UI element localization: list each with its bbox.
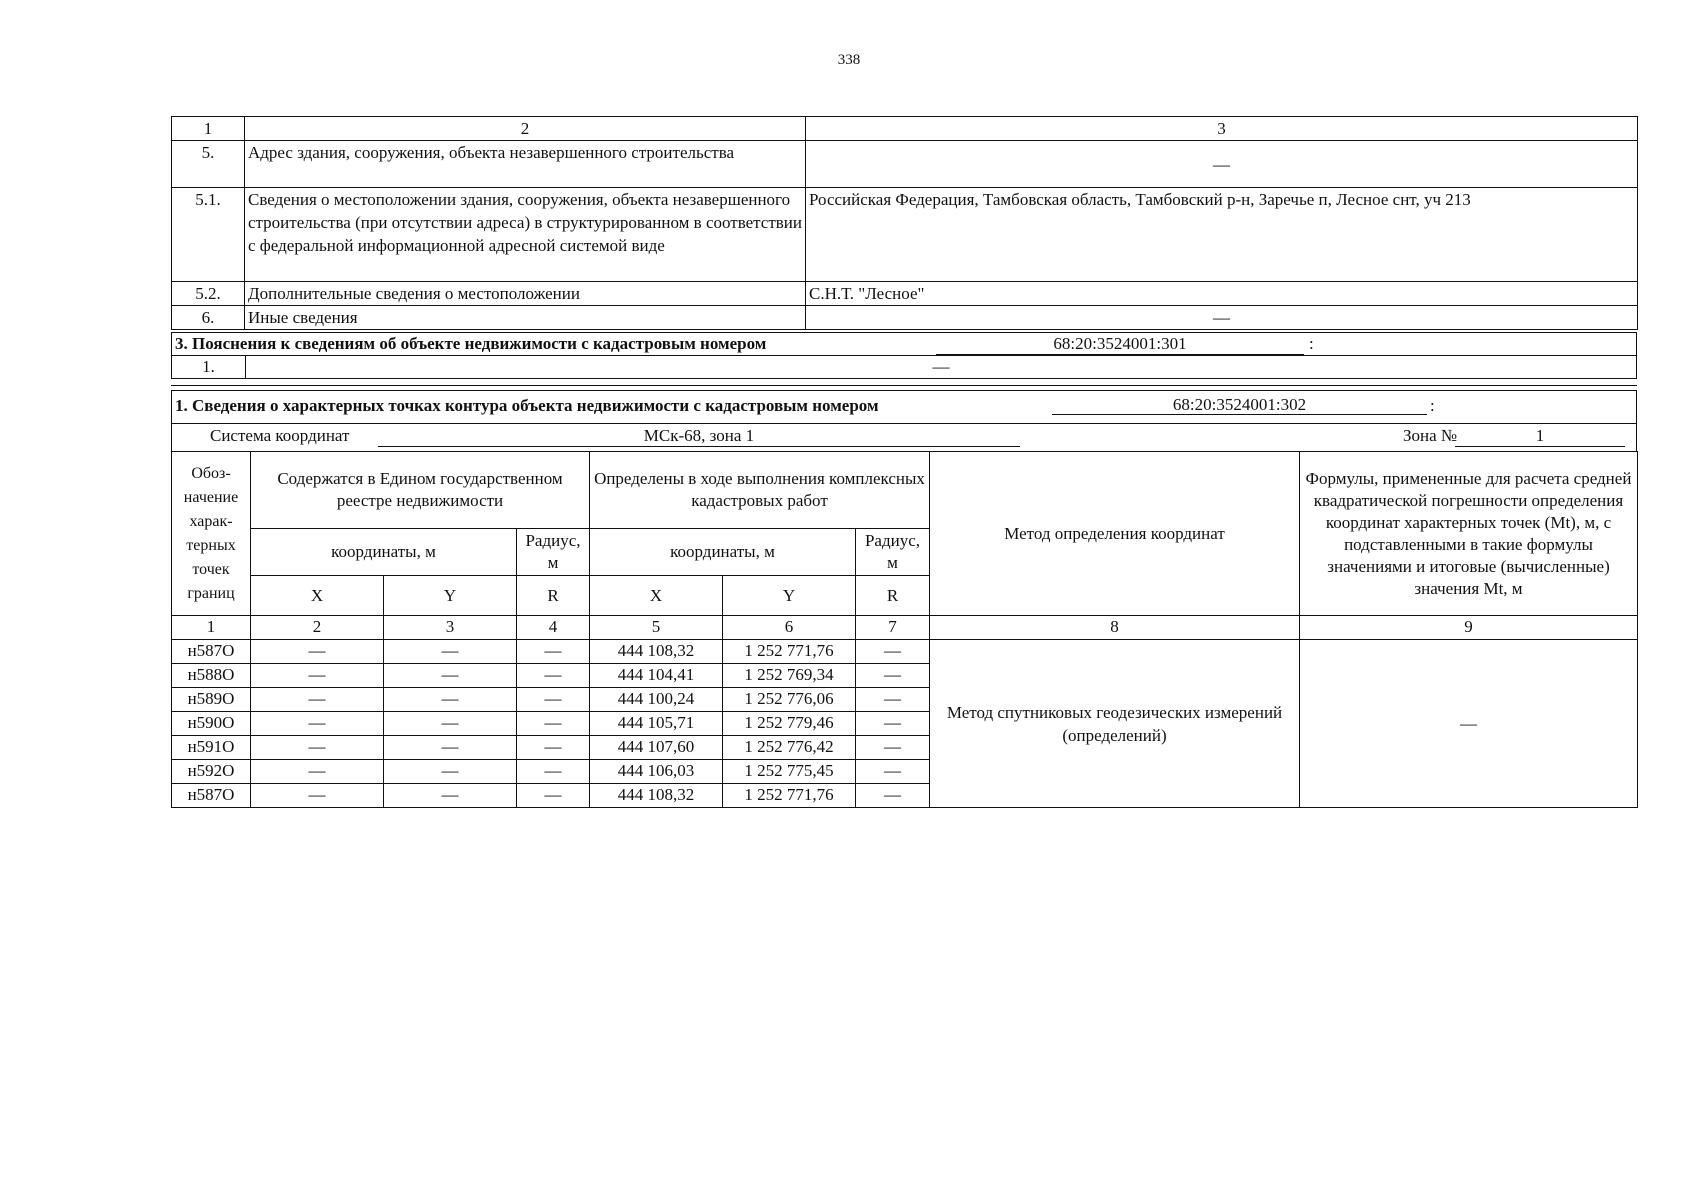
col-header-3: 3 [806, 117, 1638, 141]
row-number: 5.1. [172, 188, 245, 282]
separator-line [171, 385, 1637, 386]
point-id: н589О [172, 688, 251, 712]
complex-y: 1 252 779,46 [723, 712, 856, 736]
formula-value: — [1300, 640, 1638, 808]
egrn-y: — [384, 640, 517, 664]
column-number: 1 [172, 616, 251, 640]
point-id: н590О [172, 712, 251, 736]
row-label: Адрес здания, сооружения, объекта незавершенного строительства [245, 141, 806, 188]
section3-item-number: 1. [172, 356, 246, 378]
egrn-y: — [384, 664, 517, 688]
egrn-x: — [251, 784, 384, 808]
header-row [172, 117, 1638, 141]
complex-x: 444 100,24 [590, 688, 723, 712]
complex-y: 1 252 769,34 [723, 664, 856, 688]
egrn-y: — [384, 712, 517, 736]
row-value: — [806, 141, 1638, 188]
row-label: Иные сведения [245, 306, 806, 330]
header-coordinates-complex: координаты, м [590, 529, 856, 576]
egrn-x: — [251, 712, 384, 736]
row-value: — [806, 306, 1638, 330]
row-label: Сведения о местоположении здания, сооружения, объекта незавершенного строительства (при отсутствии адреса) в структурированном в соответствии с федеральной информационной адресной системой виде [245, 188, 806, 282]
column-number: 9 [1300, 616, 1638, 640]
column-number: 2 [251, 616, 384, 640]
complex-y: 1 252 776,42 [723, 736, 856, 760]
table-row [172, 640, 1638, 664]
column-number: 5 [590, 616, 723, 640]
complex-x: 444 104,41 [590, 664, 723, 688]
point-id: н588О [172, 664, 251, 688]
row-number: 6. [172, 306, 245, 330]
point-id: н592О [172, 760, 251, 784]
egrn-r: — [517, 784, 590, 808]
complex-r: — [856, 640, 930, 664]
complex-r: — [856, 688, 930, 712]
section3-colon: : [1309, 334, 1314, 353]
header-radius-egrn: Радиус, м [517, 529, 590, 576]
point-id: н587О [172, 640, 251, 664]
complex-r: — [856, 760, 930, 784]
egrn-r: — [517, 712, 590, 736]
page-number: 338 [837, 52, 861, 68]
complex-x: 444 108,32 [590, 784, 723, 808]
row-number: 5. [172, 141, 245, 188]
egrn-r: — [517, 664, 590, 688]
section3-title: 3. Пояснения к сведениям об объекте недвижимости с кадастровым номером [175, 334, 767, 353]
col-header-1: 1 [172, 117, 245, 141]
egrn-y: — [384, 760, 517, 784]
building-info-table [171, 116, 1638, 330]
table-row [172, 306, 1638, 330]
header-point-designation: Обоз-начение харак-терных точек границ [172, 452, 251, 616]
egrn-x: — [251, 688, 384, 712]
column-number: 7 [856, 616, 930, 640]
egrn-r: — [517, 760, 590, 784]
complex-r: — [856, 736, 930, 760]
coord-system-value: МСк-68, зона 1 [378, 425, 1020, 447]
table-row [172, 141, 1638, 188]
egrn-x: — [251, 640, 384, 664]
row-value: С.Н.Т. "Лесное" [806, 282, 1638, 306]
egrn-x: — [251, 664, 384, 688]
header-complex-works: Определены в ходе выполнения комплексных кадастровых работ [590, 452, 930, 529]
egrn-y: — [384, 688, 517, 712]
complex-x: 444 107,60 [590, 736, 723, 760]
coord-system-row [171, 423, 1637, 452]
row-label: Дополнительные сведения о местоположении [245, 282, 806, 306]
egrn-x: — [251, 736, 384, 760]
egrn-r: — [517, 640, 590, 664]
point-id: н587О [172, 784, 251, 808]
point-id: н591О [172, 736, 251, 760]
complex-x: 444 106,03 [590, 760, 723, 784]
header-formula: Формулы, примененные для расчета средней квадратической погрешности определения координат характерных точек (Mt), м, с подставленными в такие формулы значениями и итоговые (вычисленные) значения Mt, м [1300, 452, 1638, 616]
header-y-complex: Y [723, 576, 856, 616]
header-coordinates-egrn: координаты, м [251, 529, 517, 576]
section3-title-row [171, 332, 1637, 356]
header-r-complex: R [856, 576, 930, 616]
complex-r: — [856, 712, 930, 736]
egrn-r: — [517, 688, 590, 712]
boundary-points-table [171, 451, 1638, 808]
complex-r: — [856, 664, 930, 688]
column-number: 3 [384, 616, 517, 640]
complex-y: 1 252 776,06 [723, 688, 856, 712]
header-x-egrn: X [251, 576, 384, 616]
zone-label: Зона № [1403, 426, 1458, 445]
header-method: Метод определения координат [930, 452, 1300, 616]
column-number: 4 [517, 616, 590, 640]
complex-x: 444 105,71 [590, 712, 723, 736]
section1-colon: : [1430, 396, 1435, 415]
column-numbers-row [172, 616, 1638, 640]
row-value: Российская Федерация, Тамбовская область, Тамбовский р-н, Заречье п, Лесное снт, уч 213 [806, 188, 1638, 282]
section1-title: 1. Сведения о характерных точках контура объекта недвижимости с кадастровым номером [175, 396, 879, 415]
section3-item-row [171, 355, 1637, 379]
header-radius-complex: Радиус, м [856, 529, 930, 576]
table-row [172, 188, 1638, 282]
complex-y: 1 252 771,76 [723, 784, 856, 808]
column-number: 6 [723, 616, 856, 640]
egrn-r: — [517, 736, 590, 760]
col-header-2: 2 [245, 117, 806, 141]
header-egrn: Содержатся в Едином государственном реестре недвижимости [251, 452, 590, 529]
complex-r: — [856, 784, 930, 808]
column-number: 8 [930, 616, 1300, 640]
section1-title-row [171, 390, 1637, 424]
zone-value: 1 [1455, 425, 1625, 447]
egrn-y: — [384, 736, 517, 760]
complex-y: 1 252 775,45 [723, 760, 856, 784]
egrn-y: — [384, 784, 517, 808]
row-number: 5.2. [172, 282, 245, 306]
section3-cadastral-number: 68:20:3524001:301 [936, 333, 1304, 355]
complex-y: 1 252 771,76 [723, 640, 856, 664]
method-value: Метод спутниковых геодезических измерений (определений) [930, 640, 1300, 808]
header-x-complex: X [590, 576, 723, 616]
header-r-egrn: R [517, 576, 590, 616]
egrn-x: — [251, 760, 384, 784]
coord-system-label: Система координат [210, 426, 350, 445]
section1-cadastral-number: 68:20:3524001:302 [1052, 393, 1427, 415]
header-y-egrn: Y [384, 576, 517, 616]
section3-item-value: — [932, 357, 950, 376]
table-row [172, 282, 1638, 306]
complex-x: 444 108,32 [590, 640, 723, 664]
